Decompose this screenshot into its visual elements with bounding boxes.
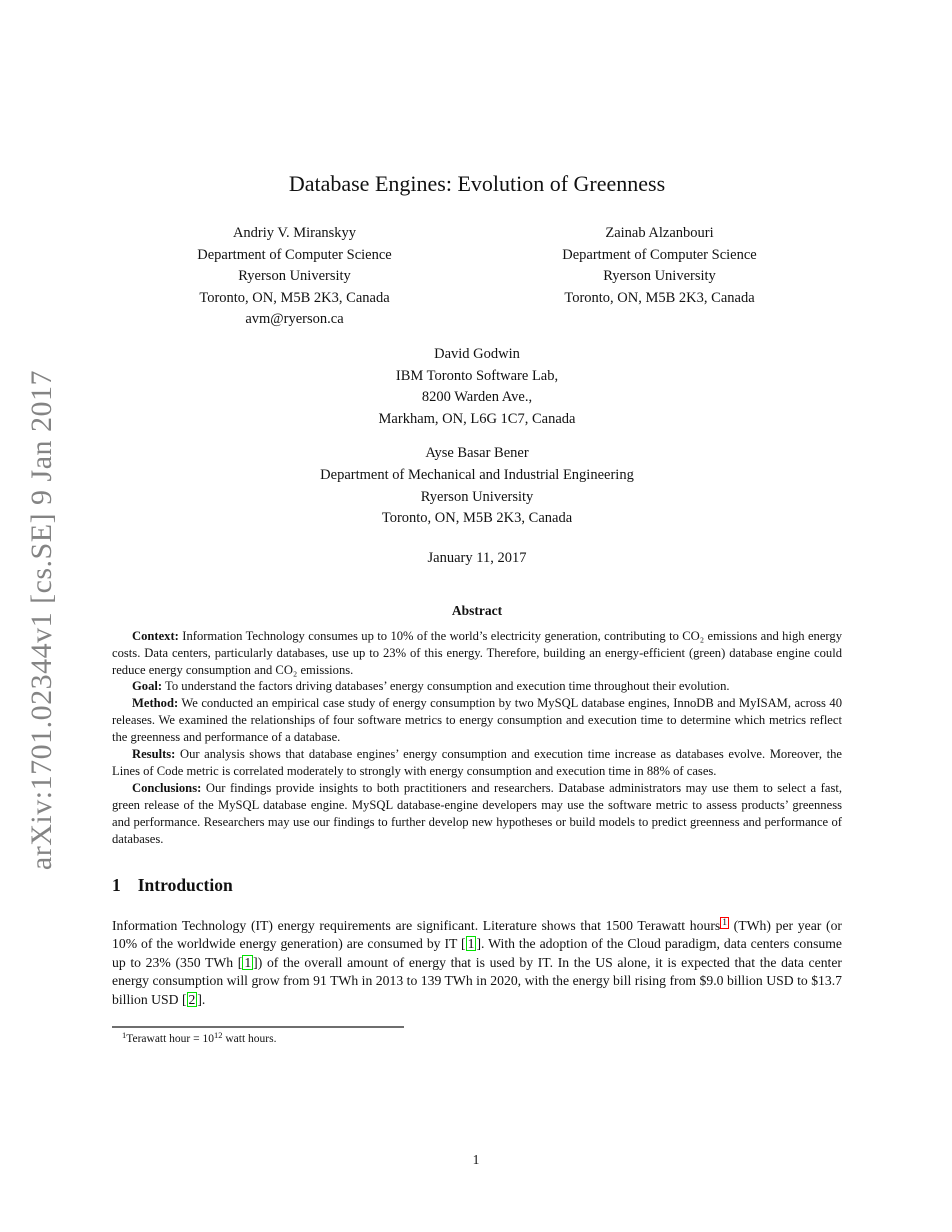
- abstract-goal-label: Goal:: [132, 679, 163, 694]
- authors-row: [112, 223, 842, 331]
- author-affiliation-line: Department of Computer Science: [562, 246, 757, 263]
- intro-text-segment: Information Technology (IT) energy requirements are significant. Literature shows that 1500 Terawatt hours: [112, 917, 721, 933]
- author-block-godwin: [112, 344, 842, 430]
- abstract-goal-text: To understand the factors driving databases’ energy consumption and execution time throughout their evolution.: [162, 679, 730, 694]
- paper-date: January 11, 2017: [427, 549, 527, 566]
- author-affiliation-line: Toronto, ON, M5B 2K3, Canada: [564, 289, 755, 306]
- intro-text-segment: ]. With the adoption of the Cloud paradigm, data centers consume up to 23% (350 TWh [: [112, 936, 842, 970]
- citation-link-2[interactable]: 2: [188, 991, 196, 1007]
- section-title: Introduction: [137, 874, 233, 895]
- author-affiliation-line: IBM Toronto Software Lab,: [395, 367, 559, 384]
- abstract-method-label: Method:: [132, 696, 179, 711]
- intro-text-segment: (TWh) per year (or 10% of the worldwide energy generation) are consumed by IT [: [112, 917, 842, 952]
- abstract-goal-paragraph: [112, 678, 842, 695]
- citation-link-1[interactable]: 1: [467, 936, 475, 952]
- abstract-conclusions-paragraph: [112, 780, 842, 848]
- author-affiliation-line: Ryerson University: [420, 488, 534, 505]
- arxiv-watermark: arXiv:1701.02344v1 [cs.SE] 9 Jan 2017: [25, 369, 58, 871]
- author-block-miranskyy: [112, 223, 477, 331]
- author-column-left: [112, 223, 477, 331]
- footnote: [112, 1030, 842, 1046]
- author-email: avm@ryerson.ca: [245, 311, 344, 328]
- abstract-results-label: Results:: [132, 747, 176, 762]
- author-affiliation-line: Department of Computer Science: [197, 246, 392, 263]
- author-affiliation-line: Toronto, ON, M5B 2K3, Canada: [381, 510, 573, 527]
- introduction-paragraph: [112, 917, 842, 1010]
- citation-link-1b[interactable]: 1: [244, 954, 252, 970]
- paper-title: Database Engines: Evolution of Greenness: [288, 171, 666, 196]
- author-name: Andriy V. Miranskyy: [232, 225, 357, 241]
- abstract: [112, 628, 842, 848]
- author-affiliation-line: Toronto, ON, M5B 2K3, Canada: [199, 289, 390, 306]
- footnote-text: Terawatt hour = 10: [126, 1033, 214, 1046]
- abstract-context-label: Context:: [132, 628, 179, 643]
- author-affiliation-line: Ryerson University: [603, 268, 716, 285]
- abstract-results-text: Our analysis shows that database engines’ energy consumption and execution time increase as databases evolve. Moreover, the Lines of Code metric is correlated moderately to strongly with energy consumption and execution time in 88% of cases.: [112, 747, 842, 778]
- abstract-conclusions-text: Our findings provide insights to both practitioners and researchers. Database administrators may use them to select a fast, green release of the MySQL database engine. MySQL database-engine developers may use the software metric to assess products’ greenness and performance. Researchers may use our findings to further develop new hypotheses or build models to predict greenness and performance of databases.: [112, 780, 842, 846]
- abstract-heading: Abstract: [451, 602, 503, 618]
- page-number: 1: [472, 1152, 480, 1167]
- footnote-exponent: 12: [214, 1030, 223, 1041]
- author-column-right: [477, 223, 842, 331]
- abstract-context-paragraph: [112, 628, 842, 679]
- author-block-bener: [112, 443, 842, 529]
- footnote-ref-link[interactable]: 1: [722, 917, 727, 928]
- paper-content: [112, 0, 842, 1045]
- author-affiliation-line: Ryerson University: [238, 268, 351, 285]
- intro-text-segment: ].: [197, 991, 206, 1007]
- section-heading-introduction: [112, 875, 842, 896]
- intro-text-segment: ]) of the overall amount of energy that is used by IT. In the US alone, it is expected that the data center energy consumption will grow from 91 TWh in 2013 to 139 TWh in 2020, with the energy bill rising from $9.0 billion USD to $13.7 billion USD [: [112, 954, 842, 1007]
- footnote-text: watt hours.: [222, 1033, 277, 1046]
- abstract-results-paragraph: [112, 746, 842, 780]
- author-affiliation-line: Markham, ON, L6G 1C7, Canada: [378, 410, 576, 427]
- author-name: Ayse Basar Bener: [425, 445, 529, 462]
- section-number: 1: [112, 874, 121, 895]
- abstract-context-text: Information Technology consumes up to 10% of the world’s electricity generation, contributing to CO₂ emissions and high energy costs. Data centers, particularly databases, use up to 23% of this energy. Therefore, building an energy-efficient (green) database engine could reduce energy consumption and CO₂ emissions.: [112, 628, 842, 677]
- footnote-rule: [112, 1026, 404, 1028]
- abstract-conclusions-label: Conclusions:: [132, 780, 202, 795]
- footnote-marker: 1: [122, 1030, 127, 1041]
- author-affiliation-line: 8200 Warden Ave.,: [421, 389, 533, 406]
- author-affiliation-line: Department of Mechanical and Industrial Engineering: [320, 466, 634, 483]
- author-name: Zainab Alzanbouri: [605, 225, 714, 241]
- abstract-method-text: We conducted an empirical case study of energy consumption by two MySQL database engines, InnoDB and MyISAM, across 40 releases. We examined the relationships of four software metrics to energy consumption and execution time to determine which metrics reflect the greenness and performance of a database.: [112, 696, 842, 745]
- author-block-alzanbouri: [477, 223, 842, 309]
- abstract-method-paragraph: [112, 695, 842, 746]
- author-name: David Godwin: [434, 345, 520, 362]
